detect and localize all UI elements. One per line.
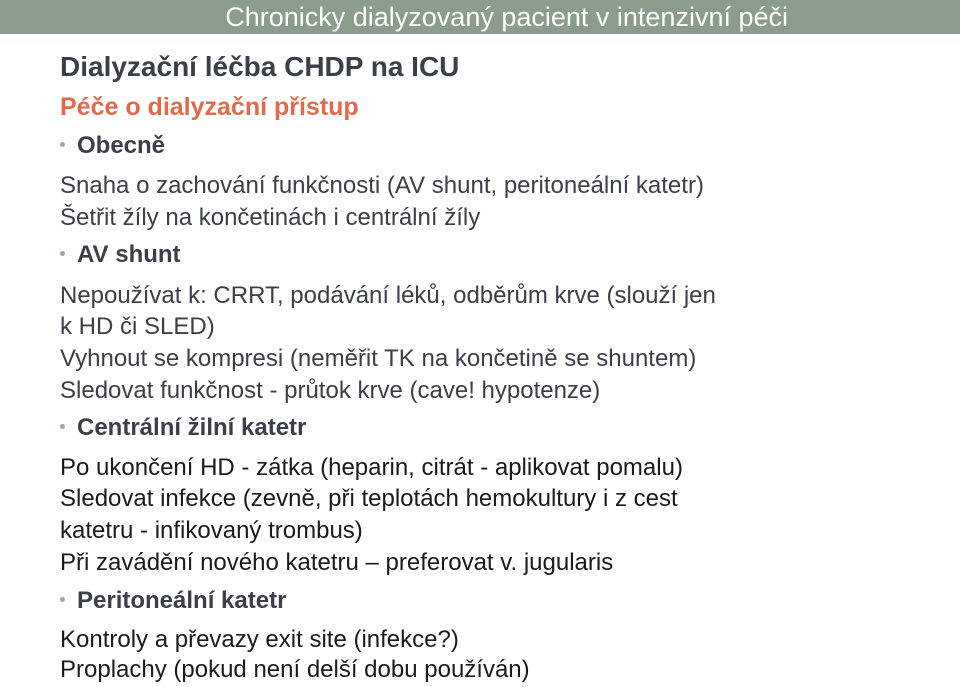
text-line: Kontroly a převazy exit site (infekce?) [60,626,459,653]
text-line: Snaha o zachování funkčnosti (AV shunt, peritoneální katetr) [60,172,704,199]
text-line: Vyhnout se kompresi (neměřit TK na končetině se shuntem) [60,345,697,372]
text-line: katetru - infikovaný trombus) [60,517,363,544]
bullet-dot-icon [60,424,65,429]
bullet-dot-icon [60,251,65,256]
text-line: Nepoužívat k: CRRT, podávání léků, odběrům krve (slouží jen [60,282,716,309]
slide-subtitle: Péče o dialyzační přístup [60,93,359,121]
presentation-title: Chronicky dialyzovaný pacient v intenzivní péči [225,2,788,32]
bullet-dot-icon [60,142,65,147]
section-heading-av-shunt: AV shunt [60,240,181,270]
section-heading-peritoneal: Peritoneální katetr [60,586,286,616]
text-line: Sledovat infekce (zevně, při teplotách hemokultury i z cest [60,485,678,512]
header-bar [0,0,960,34]
text-line: Sledovat funkčnost - průtok krve (cave! hypotenze) [60,377,601,404]
text-line: Po ukončení HD - zátka (heparin, citrát - aplikovat pomalu) [60,454,683,481]
text-line: Šetřit žíly na končetinách i centrální žíly [60,204,481,231]
text-line: Proplachy (pokud není delší dobu používán) [60,656,530,683]
slide-title: Dialyzační léčba CHDP na ICU [60,51,460,82]
text-line: k HD či SLED) [60,313,215,340]
section-heading-obecne: Obecně [60,131,165,161]
text-line: Při zavádění nového katetru – preferovat v. jugularis [60,549,614,576]
section-heading-cvk: Centrální žilní katetr [60,413,306,443]
bullet-dot-icon [60,597,65,602]
